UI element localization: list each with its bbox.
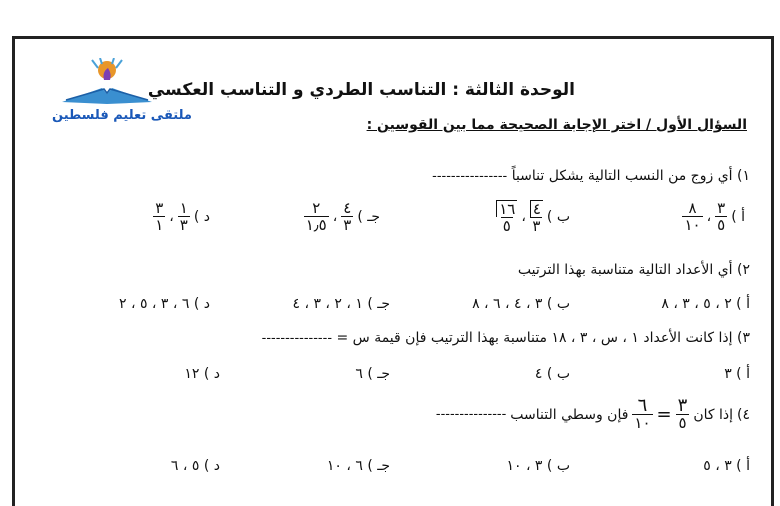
question-text: أي زوج من النسب التالية يشكل تناسباً [511,168,733,184]
question-text: فإن وسطي التناسب [510,406,629,423]
fraction: $\frac{١٦}{٥}$ [496,200,517,234]
fraction: $\frac{٤}{٣}$ [343,199,352,234]
option-b[interactable]: ب ) ٣ ، ١٠ [506,458,570,474]
fraction: $\frac{٣}{٥}$ [717,199,726,234]
answer-blank: --------------- [435,407,507,422]
equals-sign: = [656,404,672,425]
option-c[interactable]: جـ ) ١ ، ٢ ، ٣ ، ٤ [292,296,390,312]
fraction: $\frac{٣}{٥}$ [677,395,688,432]
question-text: إذا كانت الأعداد ١ ، س ، ٣ ، ١٨ متناسبة بهذا الترتيب فإن قيمة س = [336,330,733,346]
option-label: د ) [193,208,210,225]
option-c[interactable]: جـ ) ٦ ، ١٠ [326,458,390,474]
question-text: إذا كان [693,406,733,423]
logo [52,58,192,123]
answer-blank: ---------------- [432,169,508,184]
option-a[interactable]: أ ) ٣ [724,366,750,382]
question-3 [262,330,750,346]
fraction: $\frac{٨}{١٠}$ [684,199,701,234]
option-b[interactable]: ب ) ٣ ، ٤ ، ٦ ، ٨ [472,296,570,312]
option-d[interactable]: د ) $\frac{١}{٣}$ ، $\frac{٣}{١}$ [155,199,210,234]
fraction: $\frac{٤}{٣}$ [530,200,543,234]
question-number: ٣) [737,330,750,346]
question-4 [435,395,750,432]
option-a[interactable]: أ ) ٢ ، ٥ ، ٣ ، ٨ [661,296,750,312]
option-c[interactable]: جـ ) $\frac{٤}{٣}$ ، $\frac{٢}{١٫٥}$ [305,199,380,234]
fraction: $\frac{١}{٣}$ [179,199,188,234]
question-2 [518,262,750,278]
option-d[interactable]: د ) ٦ ، ٣ ، ٥ ، ٢ [119,296,210,312]
question-1 [432,168,750,184]
option-b[interactable]: ب ) $\frac{٤}{٣}$ ، $\frac{١٦}{٥}$ [496,200,570,234]
option-d[interactable]: د ) ١٢ [184,366,220,382]
option-d[interactable]: د ) ٥ ، ٦ [170,458,220,474]
question-heading: السؤال الأول / اختر الإجابة الصحيحة مما بين القوسين : [366,117,747,133]
option-b[interactable]: ب ) ٤ [534,366,570,382]
option-a[interactable]: أ ) $\frac{٣}{٥}$ ، $\frac{٨}{١٠}$ [684,199,745,234]
fraction: $\frac{٦}{١٠}$ [634,395,651,432]
question-number: ٤) [737,406,750,423]
fraction: $\frac{٢}{١٫٥}$ [305,199,327,234]
question-text: أي الأعداد التالية متناسبة بهذا الترتيب [517,262,733,278]
fraction: $\frac{٣}{١}$ [155,199,164,234]
option-label: أ ) [731,208,745,225]
question-number: ٢) [737,262,750,278]
question-number: ١) [737,168,750,184]
book-icon [52,58,162,106]
unit-title: الوحدة الثالثة : التناسب الطردي و التناسب العكسي [147,80,575,100]
option-c[interactable]: جـ ) ٦ [355,366,390,382]
option-label: جـ ) [357,208,380,225]
option-label: ب ) [546,209,570,225]
logo-text: ملتقى تعليم فلسطين [52,108,192,123]
option-a[interactable]: أ ) ٣ ، ٥ [703,458,750,474]
answer-blank: --------------- [261,331,333,346]
